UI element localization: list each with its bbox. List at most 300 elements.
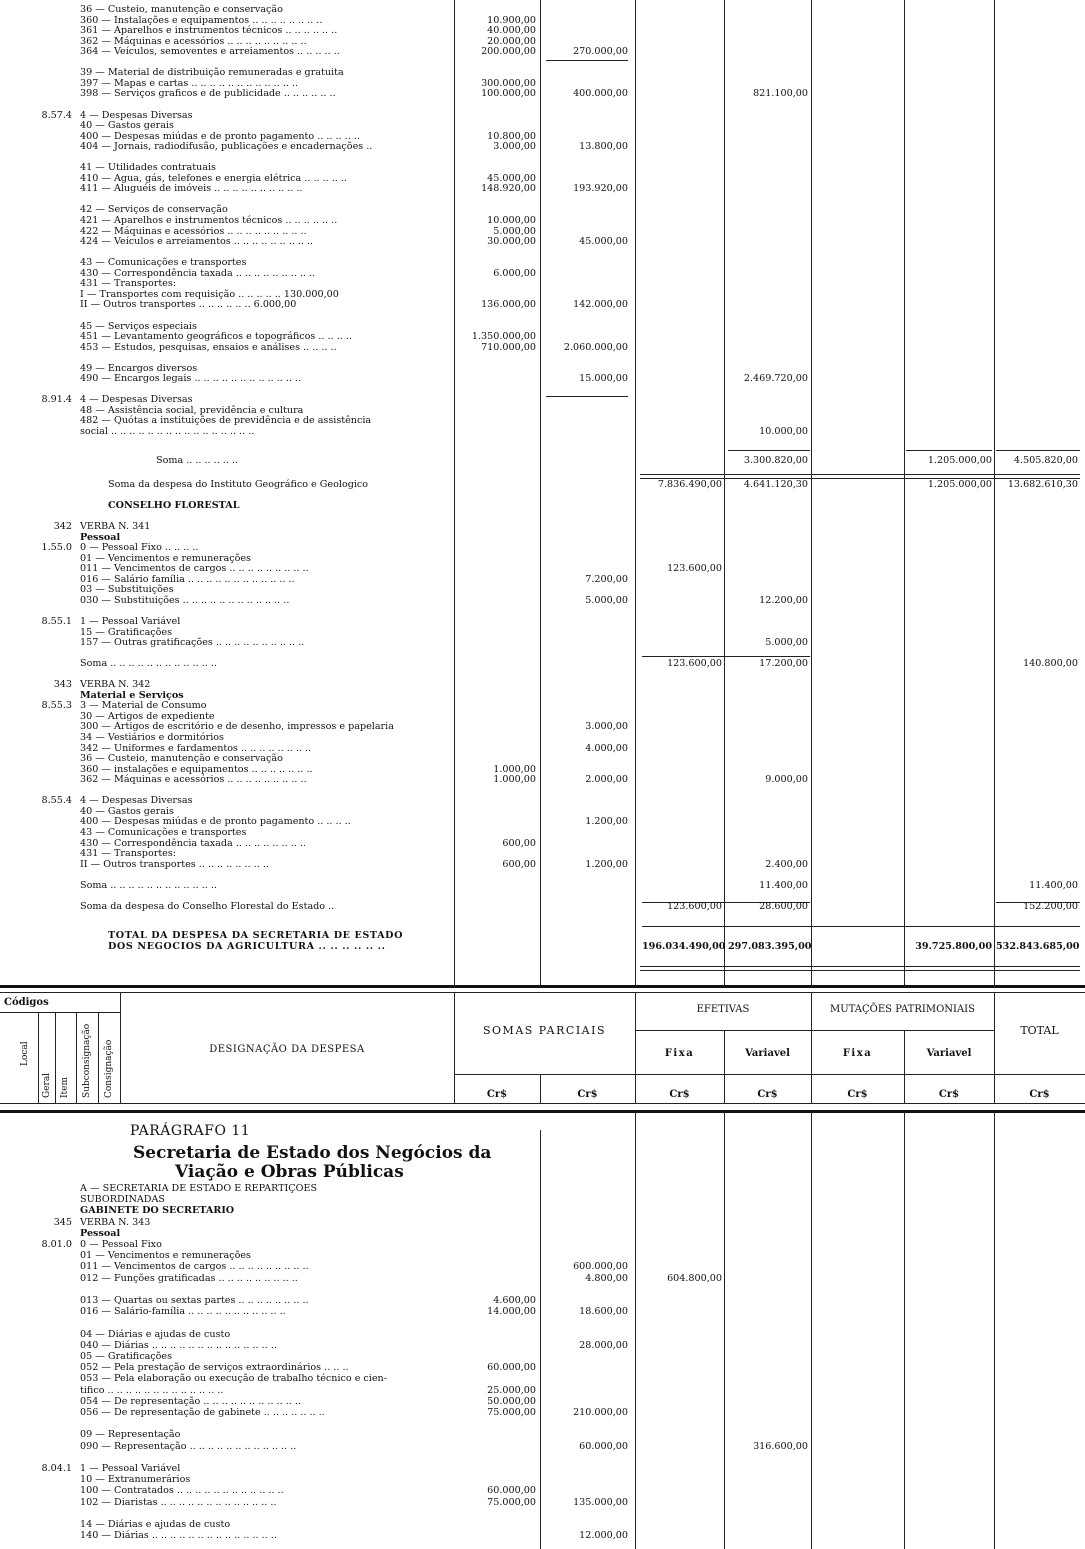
row-description: 1 — Pessoal Variável	[80, 1463, 181, 1474]
row-description: 1 — Pessoal Variável	[80, 615, 181, 627]
row-description: 300 — Artigos de escritório e de desenho, impressos e papelaria	[80, 721, 394, 733]
row-value-c1: 75.000,00	[487, 1496, 536, 1508]
table-row	[0, 1362, 1085, 1373]
table-row	[0, 1429, 1085, 1440]
row-description: 157 — Outras gratificações .. .. .. .. .. .. .. .. .. ..	[80, 637, 305, 649]
row-value-c1: 3.000,00	[493, 141, 536, 153]
row-value-c4: 2.469.720,00	[743, 373, 808, 385]
row-value-c1: 148.920,00	[481, 183, 536, 195]
row-value-c1: 50.000,00	[487, 1395, 536, 1407]
table-row	[0, 711, 1085, 722]
row-value-c7: 140.800,00	[1023, 658, 1078, 670]
row-description: 09 — Representação	[80, 1429, 181, 1441]
row-description: Pessoal	[80, 1227, 121, 1239]
row-value-c4: 316.600,00	[753, 1440, 808, 1452]
table-row	[0, 648, 1085, 659]
row-value-c2: 28.000,00	[579, 1339, 628, 1351]
row-value-c2: 60.000,00	[579, 1440, 628, 1452]
row-value-c1: 10.800,00	[487, 130, 536, 142]
table-row	[0, 1295, 1085, 1306]
row-description: 013 — Quartas ou sextas partes .. .. .. .. .. .. .. ..	[80, 1295, 309, 1306]
table-row	[0, 743, 1085, 754]
sum-rule	[728, 450, 810, 451]
table-row	[0, 120, 1085, 131]
table-row	[0, 1385, 1085, 1396]
table-row	[0, 880, 1085, 891]
row-value-c1: 25.000,00	[487, 1384, 536, 1396]
row-description: 36 — Custeio, manutenção e conservação	[80, 4, 283, 15]
table-row	[0, 321, 1085, 332]
row-value-c4: 28.600,00	[759, 900, 808, 912]
row-description: 14 — Diárias e ajudas de custo	[80, 1519, 231, 1530]
row-description: 364 — Veículos, semoventes e arreiamentos .. .. .. .. ..	[80, 46, 340, 58]
table-row	[0, 616, 1085, 627]
table-row	[0, 1329, 1085, 1340]
header-consignacao: Consignação	[104, 1039, 114, 1098]
table-row	[0, 1519, 1085, 1530]
table-row	[0, 289, 1085, 300]
row-description: social .. .. .. .. .. .. .. .. .. .. .. .. .. .. .. ..	[80, 426, 255, 437]
header-somas-parciais: SOMAS PARCIAIS	[483, 1024, 606, 1037]
row-description: 342 — Uniformes e fardamentos .. .. .. .. .. .. .. ..	[80, 742, 312, 754]
table-row	[0, 1418, 1085, 1429]
table-row	[0, 15, 1085, 26]
row-description: VERBA N. 343	[80, 1216, 151, 1228]
table-row	[0, 4, 1085, 15]
table-row	[0, 721, 1085, 732]
row-description: 40 — Gastos gerais	[80, 120, 174, 132]
row-description: II — Outros transportes .. .. .. .. .. .. 6.000,00	[80, 299, 297, 311]
table-row	[0, 542, 1085, 553]
table-row	[0, 532, 1085, 543]
row-value-c2: 400.000,00	[573, 88, 628, 100]
row-code: 8.01.0	[41, 1239, 72, 1250]
header-item: Item	[60, 1076, 70, 1098]
table-row	[0, 46, 1085, 57]
row-value-c3: 123.600,00	[667, 658, 722, 670]
row-value-c2: 135.000,00	[573, 1496, 628, 1508]
table-row	[0, 774, 1085, 785]
table-row	[0, 1452, 1085, 1463]
row-description: 43 — Comunicações e transportes	[80, 826, 247, 838]
row-description: 424 — Veículos e arreiamentos .. .. .. .. .. .. .. .. ..	[80, 236, 314, 248]
row-description: 100 — Contratados .. .. .. .. .. .. .. .. .. .. .. ..	[80, 1485, 284, 1497]
row-description: 48 — Assistência social, previdência e cultura	[80, 404, 304, 416]
row-description: 4 — Despesas Diversas	[80, 109, 193, 121]
table-row	[0, 1194, 1085, 1205]
row-description: 30 — Artigos de expediente	[80, 710, 215, 722]
row-value-c1: 1.000,00	[493, 763, 536, 775]
row-description: 011 — Vencimentos de cargos .. .. .. .. .. .. .. .. ..	[80, 1261, 309, 1273]
table-row	[0, 785, 1085, 796]
row-value-c4: 17.200,00	[759, 658, 808, 670]
row-value-c1: 40.000,00	[487, 25, 536, 37]
row-description: 45 — Serviços especiais	[80, 320, 197, 332]
table-row	[0, 152, 1085, 163]
row-value-c3: 123.600,00	[667, 900, 722, 912]
table-row	[0, 1250, 1085, 1261]
table-row	[0, 173, 1085, 184]
row-code: 8.55.4	[41, 795, 72, 807]
row-description: 490 — Encargos legais .. .. .. .. .. .. .. .. .. .. .. ..	[80, 373, 302, 385]
header-cr: Cr$	[577, 1089, 598, 1100]
row-description: 4 — Despesas Diversas	[80, 795, 193, 807]
row-value-c4: 9.000,00	[765, 774, 808, 786]
row-value-c4: 12.200,00	[759, 594, 808, 606]
table-row	[0, 869, 1085, 880]
sum-rule	[996, 450, 1080, 451]
row-description: 011 — Vencimentos de cargos .. .. .. .. .. .. .. .. ..	[80, 563, 309, 575]
row-description: A — SECRETARIA DE ESTADO E REPARTIÇÕES	[80, 1183, 318, 1194]
table-row	[0, 110, 1085, 121]
row-code: 342	[53, 521, 72, 532]
row-description: 400 — Despesas miúdas e de pronto pagamento .. .. .. ..	[80, 816, 351, 828]
table-row	[0, 521, 1085, 532]
table-row	[0, 415, 1085, 426]
row-description: VERBA N. 341	[80, 521, 151, 532]
row-description: SUBORDINADAS	[80, 1194, 165, 1206]
header-cr: Cr$	[938, 1089, 960, 1100]
row-value-c2: 7.200,00	[585, 573, 628, 585]
row-description: 397 — Mapas e cartas .. .. .. .. .. .. .. .. .. .. .. ..	[80, 77, 299, 89]
double-rule	[640, 966, 1080, 971]
table-row	[0, 1273, 1085, 1284]
row-description: 422 — Máquinas e acessórios .. .. .. .. .. .. .. .. ..	[80, 225, 307, 237]
row-value-c1: 14.000,00	[487, 1306, 536, 1318]
table-row	[0, 848, 1085, 859]
row-description: 016 — Salário-família .. .. .. .. .. .. .. .. .. .. ..	[80, 1306, 286, 1318]
row-value-c2: 5.000,00	[585, 594, 628, 606]
row-description: 053 — Pela elaboração ou execução de trabalho técnico e cien-	[80, 1373, 387, 1385]
row-description: 431 — Transportes:	[80, 848, 177, 860]
table-row	[0, 1205, 1085, 1216]
row-description: 10 — Extranumerários	[80, 1474, 191, 1486]
table-row	[0, 1261, 1085, 1272]
header-geral: Geral	[42, 1072, 52, 1098]
header-designacao: DESIGNAÇÃO DA DESPESA	[209, 1044, 365, 1055]
row-description: 34 — Vestiários e dormitórios	[80, 732, 224, 743]
row-value-c1: 45.000,00	[487, 172, 536, 184]
row-value-c4: 5.000,00	[765, 637, 808, 649]
table-row	[0, 268, 1085, 279]
sum-rule	[906, 450, 992, 451]
section-separator	[0, 985, 1085, 988]
row-description: Soma da despesa do Conselho Florestal do Estado ..	[80, 900, 335, 912]
table-row	[0, 310, 1085, 321]
table-row	[0, 1530, 1085, 1541]
row-value-c2: 45.000,00	[579, 236, 628, 248]
table-row	[0, 637, 1085, 648]
header-total: TOTAL	[1020, 1024, 1059, 1037]
row-description: 01 — Vencimentos e remunerações	[80, 1250, 251, 1262]
row-description: GABINETE DO SECRETARIO	[80, 1205, 235, 1217]
secretaria-title-1: Secretaria de Estado dos Negócios da	[133, 1143, 492, 1163]
row-value-c1: 60.000,00	[487, 1362, 536, 1374]
row-value-c1: 1.350.000,00	[471, 331, 536, 343]
row-description: 04 — Diárias e ajudas de custo	[80, 1328, 231, 1340]
row-description: 410 — Agua, gás, telefones e energia elétrica .. .. .. .. ..	[80, 172, 347, 184]
header-efetivas: EFETIVAS	[696, 1004, 750, 1015]
row-value-c3: 123.600,00	[667, 563, 722, 575]
row-value-c7: 152.200,00	[1023, 900, 1078, 912]
table-row	[0, 278, 1085, 289]
row-description: 0 — Pessoal Fixo	[80, 1239, 162, 1250]
row-value-c1: 600,00	[502, 858, 536, 870]
row-description: 360 — Instalações e equipamentos .. .. .. .. .. .. .. ..	[80, 14, 323, 26]
row-description: 398 — Serviços graficos e de publicidade .. .. .. .. .. ..	[80, 88, 336, 100]
table-row	[0, 806, 1085, 817]
row-value-c2: 270.000,00	[573, 46, 628, 58]
row-description: 102 — Diaristas .. .. .. .. .. .. .. .. .. .. .. .. ..	[80, 1496, 277, 1508]
table-row	[0, 226, 1085, 237]
row-description: 41 — Utilidades contratuais	[80, 162, 216, 174]
table-row	[0, 732, 1085, 743]
row-code: 8.91.4	[41, 394, 72, 406]
row-description: 360 — instalações e equipamentos .. .. .. .. .. .. ..	[80, 763, 313, 775]
row-description: tifico .. .. .. .. .. .. .. .. .. .. .. .. ..	[80, 1384, 224, 1396]
row-value-c2: 4.800,00	[585, 1272, 628, 1284]
table-row	[0, 1373, 1085, 1384]
row-description: 451 — Levantamento geográficos e topográficos .. .. .. ..	[80, 331, 352, 343]
table-row	[0, 1351, 1085, 1362]
table-row	[0, 405, 1085, 416]
table-row	[0, 67, 1085, 78]
header-codigos: Códigos	[4, 997, 49, 1008]
row-description: 404 — Jornais, radiodifusão, publicações e encadernações ..	[80, 141, 373, 153]
row-description: 090 — Representação .. .. .. .. .. .. .. .. .. .. .. ..	[80, 1440, 297, 1452]
row-description: 42 — Serviços de conservação	[80, 204, 228, 216]
row-value-c2: 600.000,00	[573, 1261, 628, 1273]
header-fixa: Fixa	[664, 1048, 695, 1059]
row-value-c4: 821.100,00	[753, 88, 808, 100]
header-cr: Cr$	[486, 1089, 508, 1100]
row-value-c1: 200.000,00	[481, 46, 536, 58]
table-row	[0, 1340, 1085, 1351]
conselho-title: CONSELHO FLORESTAL	[108, 500, 240, 511]
table-row	[0, 384, 1085, 395]
row-description: 03 — Substituições	[80, 584, 174, 596]
row-code: 345	[53, 1216, 72, 1228]
table-row	[0, 1317, 1085, 1328]
table-row	[0, 99, 1085, 110]
row-value-c1: 600,00	[502, 837, 536, 849]
row-value-c1: 136.000,00	[481, 299, 536, 311]
table-row	[0, 764, 1085, 775]
table-row	[0, 1239, 1085, 1250]
row-description: 362 — Máquinas e acessórios .. .. .. .. .. .. .. .. ..	[80, 774, 307, 786]
row-value-c1: 6.000,00	[493, 267, 536, 279]
table-row	[0, 1306, 1085, 1317]
row-description: 39 — Material de distribuição remuneradas e gratuita	[80, 67, 344, 79]
row-value-c1: 1.000,00	[493, 774, 536, 786]
table-row	[0, 204, 1085, 215]
row-description: 40 — Gastos gerais	[80, 805, 174, 817]
table-row	[0, 1474, 1085, 1485]
row-value-c2: 18.600,00	[579, 1306, 628, 1318]
row-description: 05 — Gratificações	[80, 1351, 173, 1362]
header-cr: Cr$	[847, 1089, 868, 1100]
table-row	[0, 553, 1085, 564]
row-code: 8.55.1	[41, 615, 72, 627]
row-description: 4 — Despesas Diversas	[80, 394, 193, 406]
row-description: 431 — Transportes:	[80, 278, 177, 290]
table-row	[0, 373, 1085, 384]
row-description: 453 — Estudos, pesquisas, ensaios e análises .. .. .. ..	[80, 341, 337, 353]
row-description: 430 — Correspondência taxada .. .. .. .. .. .. .. ..	[80, 837, 306, 849]
row-description: 49 — Encargos diversos	[80, 362, 198, 374]
table-row	[0, 247, 1085, 258]
row-description: 43 — Comunicações e transportes	[80, 257, 247, 269]
table-row	[0, 194, 1085, 205]
row-value-c2: 3.000,00	[585, 721, 628, 733]
row-value-c1: 710.000,00	[481, 341, 536, 353]
paragrafo-heading: PARÁGRAFO 11	[130, 1123, 251, 1139]
row-description: 400 — Despesas miúdas e de pronto pagamento .. .. .. .. ..	[80, 130, 360, 142]
secretaria-title-2: Viação e Obras Públicas	[175, 1162, 404, 1182]
table-row	[0, 658, 1085, 669]
table-row	[0, 257, 1085, 268]
row-value-c1: 60.000,00	[487, 1485, 536, 1497]
table-row	[0, 584, 1085, 595]
table-row	[0, 215, 1085, 226]
row-value-c1: 20.000,00	[487, 35, 536, 47]
row-value-c2: 210.000,00	[573, 1407, 628, 1418]
table-row	[0, 1463, 1085, 1474]
header-cr: Cr$	[669, 1089, 690, 1100]
row-description: Material e Serviços	[80, 689, 184, 701]
table-row	[0, 394, 1085, 405]
row-code: 1.55.0	[41, 542, 72, 554]
table-row	[0, 669, 1085, 680]
soma-row: Soma .. .. .. .. .. .. 3.300.820,00 1.205.000,00 4.505.820,00	[156, 455, 1078, 466]
table-row	[0, 342, 1085, 353]
row-value-c4: 2.400,00	[765, 858, 808, 870]
row-value-c1: 30.000,00	[487, 236, 536, 248]
row-value-c2: 142.000,00	[573, 299, 628, 311]
row-value-c1: 10.000,00	[487, 215, 536, 226]
row-code: 8.57.4	[41, 109, 72, 121]
table-row	[0, 1228, 1085, 1239]
row-value-c2: 2.000,00	[585, 774, 628, 786]
table-row	[0, 679, 1085, 690]
row-value-c4: 10.000,00	[759, 426, 808, 437]
table-row	[0, 795, 1085, 806]
header-local: Local	[20, 1041, 30, 1066]
row-description: 15 — Gratificações	[80, 626, 173, 638]
row-description: Soma .. .. .. .. .. .. .. .. .. .. .. ..	[80, 658, 217, 670]
table-row	[0, 1396, 1085, 1407]
table-row	[0, 627, 1085, 638]
row-value-c2: 1.200,00	[585, 816, 628, 828]
table-row	[0, 331, 1085, 342]
row-description: 411 — Aluguéis de imóveis .. .. .. .. .. .. .. .. .. ..	[80, 183, 303, 195]
header-cr: Cr$	[757, 1089, 778, 1100]
table-row	[0, 162, 1085, 173]
row-value-c2: 15.000,00	[579, 373, 628, 385]
row-value-c2: 2.060.000,00	[563, 341, 628, 353]
row-value-c7: 11.400,00	[1029, 879, 1078, 891]
table-row	[0, 426, 1085, 437]
row-description: 040 — Diárias .. .. .. .. .. .. .. .. .. .. .. .. .. ..	[80, 1339, 277, 1351]
row-value-c2: 12.000,00	[579, 1530, 628, 1542]
table-row	[0, 236, 1085, 247]
row-description: 0 — Pessoal Fixo .. .. .. ..	[80, 542, 199, 554]
table-row	[0, 352, 1085, 363]
total-row-2: DOS NEGOCIOS DA AGRICULTURA .. .. .. .. .. .. 196.034.490,00 297.083.395,00 39.725.800,00 532.843.685,00	[108, 941, 1080, 952]
soma-instituto-row: Soma da despesa do Instituto Geográfico e Geologico 7.836.490,00 4.641.120,30 1.205.000,00 13.682.610,30	[108, 479, 1078, 490]
row-value-c1: 10.900,00	[487, 14, 536, 26]
header-subconsignacao: Subconsignação	[82, 1023, 92, 1098]
row-code: 8.55.3	[41, 700, 72, 712]
row-value-c3: 604.800,00	[667, 1272, 722, 1284]
table-row	[0, 1407, 1085, 1418]
row-description: 056 — De representação de gabinete .. .. .. .. .. .. ..	[80, 1407, 325, 1418]
row-description: 36 — Custeio, manutenção e conservação	[80, 753, 283, 765]
row-value-c2: 13.800,00	[579, 141, 628, 153]
row-description: 430 — Correspondência taxada .. .. .. .. .. .. .. .. ..	[80, 267, 316, 279]
table-row	[0, 141, 1085, 152]
row-description: 016 — Salário família .. .. .. .. .. .. .. .. .. .. .. ..	[80, 573, 295, 585]
table-row	[0, 363, 1085, 374]
table-row	[0, 816, 1085, 827]
row-description: 362 — Máquinas e acessórios .. .. .. .. .. .. .. .. ..	[80, 35, 307, 47]
table-row	[0, 838, 1085, 849]
header-variavel-2: Variavel	[926, 1048, 972, 1059]
row-description: 482 — Quótas a instituições de previdência e de assistência	[80, 415, 372, 427]
row-description: 054 — De representação .. .. .. .. .. .. .. .. .. .. ..	[80, 1395, 301, 1407]
table-row	[0, 299, 1085, 310]
row-value-c1: 300.000,00	[481, 77, 536, 89]
table-row	[0, 901, 1085, 912]
row-description: 3 — Material de Consumo	[80, 700, 207, 712]
row-code: 8.04.1	[41, 1463, 72, 1474]
row-description: I — Transportes com requisição .. .. .. .. .. 130.000,00	[80, 288, 339, 300]
row-value-c2: 1.200,00	[585, 858, 628, 870]
row-description: 361 — Aparelhos e instrumentos técnicos .. .. .. .. .. ..	[80, 25, 338, 37]
table-row	[0, 88, 1085, 99]
table-row	[0, 36, 1085, 47]
table-row	[0, 131, 1085, 142]
row-value-c2: 193.920,00	[573, 183, 628, 195]
row-value-c1: 75.000,00	[487, 1407, 536, 1418]
table-row	[0, 183, 1085, 194]
row-description: 052 — Pela prestação de serviços extraordinários .. .. ..	[80, 1362, 349, 1374]
table-row	[0, 890, 1085, 901]
table-row	[0, 78, 1085, 89]
row-value-c1: 100.000,00	[481, 88, 536, 100]
row-value-c4: 11.400,00	[759, 879, 808, 891]
table-row	[0, 690, 1085, 701]
header-cr: Cr$	[1029, 1089, 1050, 1100]
table-row	[0, 1508, 1085, 1519]
row-description: Pessoal	[80, 531, 121, 543]
table-row	[0, 859, 1085, 870]
row-value-c2: 4.000,00	[585, 742, 628, 754]
row-description: II — Outros transportes .. .. .. .. .. .. .. ..	[80, 858, 269, 870]
table-row	[0, 1497, 1085, 1508]
table-row	[0, 1284, 1085, 1295]
table-row	[0, 57, 1085, 68]
row-description: Soma .. .. .. .. .. .. .. .. .. .. .. ..	[80, 879, 217, 891]
row-description: VERBA N. 342	[80, 679, 151, 691]
row-value-c1: 5.000,00	[493, 225, 536, 237]
table-row	[0, 1183, 1085, 1194]
row-description: 421 — Aparelhos e instrumentos técnicos .. .. .. .. .. ..	[80, 215, 338, 226]
table-row	[0, 563, 1085, 574]
row-description: 140 — Diárias .. .. .. .. .. .. .. .. .. .. .. .. .. ..	[80, 1530, 277, 1542]
header-mutacoes: MUTAÇÕES PATRIMONIAIS	[830, 1004, 975, 1015]
row-description: 012 — Funções gratificadas .. .. .. .. .. .. .. .. ..	[80, 1272, 298, 1284]
